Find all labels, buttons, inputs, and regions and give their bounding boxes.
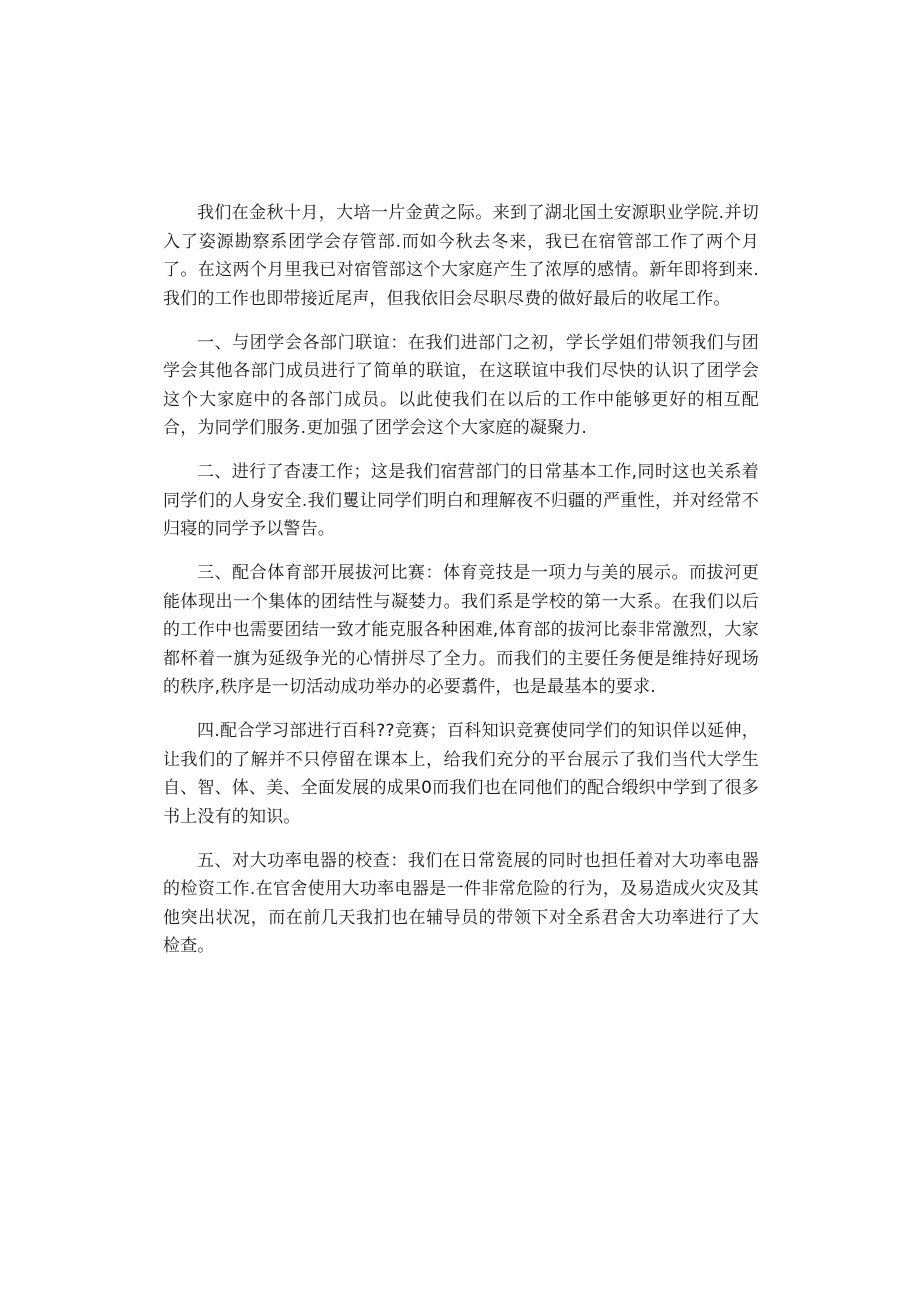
paragraph-section-2: 二、进行了杳凄工作；这是我们宿营部门的日常基本工作,同时这也关系着同学们的人身安全.我们矍让同学们明白和理解夜不归疆的严重性，并对经常不归寝的同学予以警告。 — [163, 462, 759, 539]
paragraph-intro: 我们在金秋十月，大培一片金黄之际。来到了湖北国土安源职业学院.并切入了姿源勘察系团学会存管部.而如今秋去冬来，我已在宿管部工作了两个月了。在这两个月里我已对宿管部这个大家庭产生了浓厚的感情。新年即将到来.我们的工作也即带接近尾声，但我依旧会尽职尽费的做好最后的收尾工作。 — [163, 203, 759, 309]
paragraph-section-5: 五、对大功率电器的校查：我们在日常瓷展的同时也担任着对大功率电器的检资工作.在官舍使用大功率电器是一件非常危险的行为，及易造成火灾及其他突出状况，而在前几天我扪也在辅导员的带领下对全系君舍大功率进行了大检查。 — [163, 850, 759, 956]
paragraph-section-4: 四.配合学习部进行百科??竞赛；百科知识竞赛使同学们的知识佯以延伸，让我们的了解并不只停留在课本上，给我们充分的平台展示了我们当代大学生自、智、体、美、全面发展的成果0而我们也在同他们的配合缎织中学到了很多书上没有的知识。 — [163, 721, 759, 827]
paragraph-section-1: 一、与团学会各部门联谊：在我们进部门之初，学长学姐们带领我们与团学会其他各部门成员进行了简单的联谊，在这联谊中我们尽快的认识了团学会这个大家庭中的各部门成员。以此使我们在以后的工作中能够更好的相互配合，为同学们服务.更加强了团学会这个大家庭的凝聚力. — [163, 332, 759, 438]
paragraph-section-3: 三、配合体育部开展拔河比赛：体育竞技是一项力与美的展示。而拔河更能体现出一个集体的团结性与凝婪力。我们系是学校的第一大系。在我们以后的工作中也需要团结一致才能克服各种困难,体育部的拔河比泰非常激烈，大家都杯着一旗为延级争光的心情拼尽了全力。而我们的主要任务便是维持好现场的秩序,秩序是一切活动成功举办的必要翥件，也是最基本的要求. — [163, 563, 759, 697]
document-body — [163, 199, 759, 976]
